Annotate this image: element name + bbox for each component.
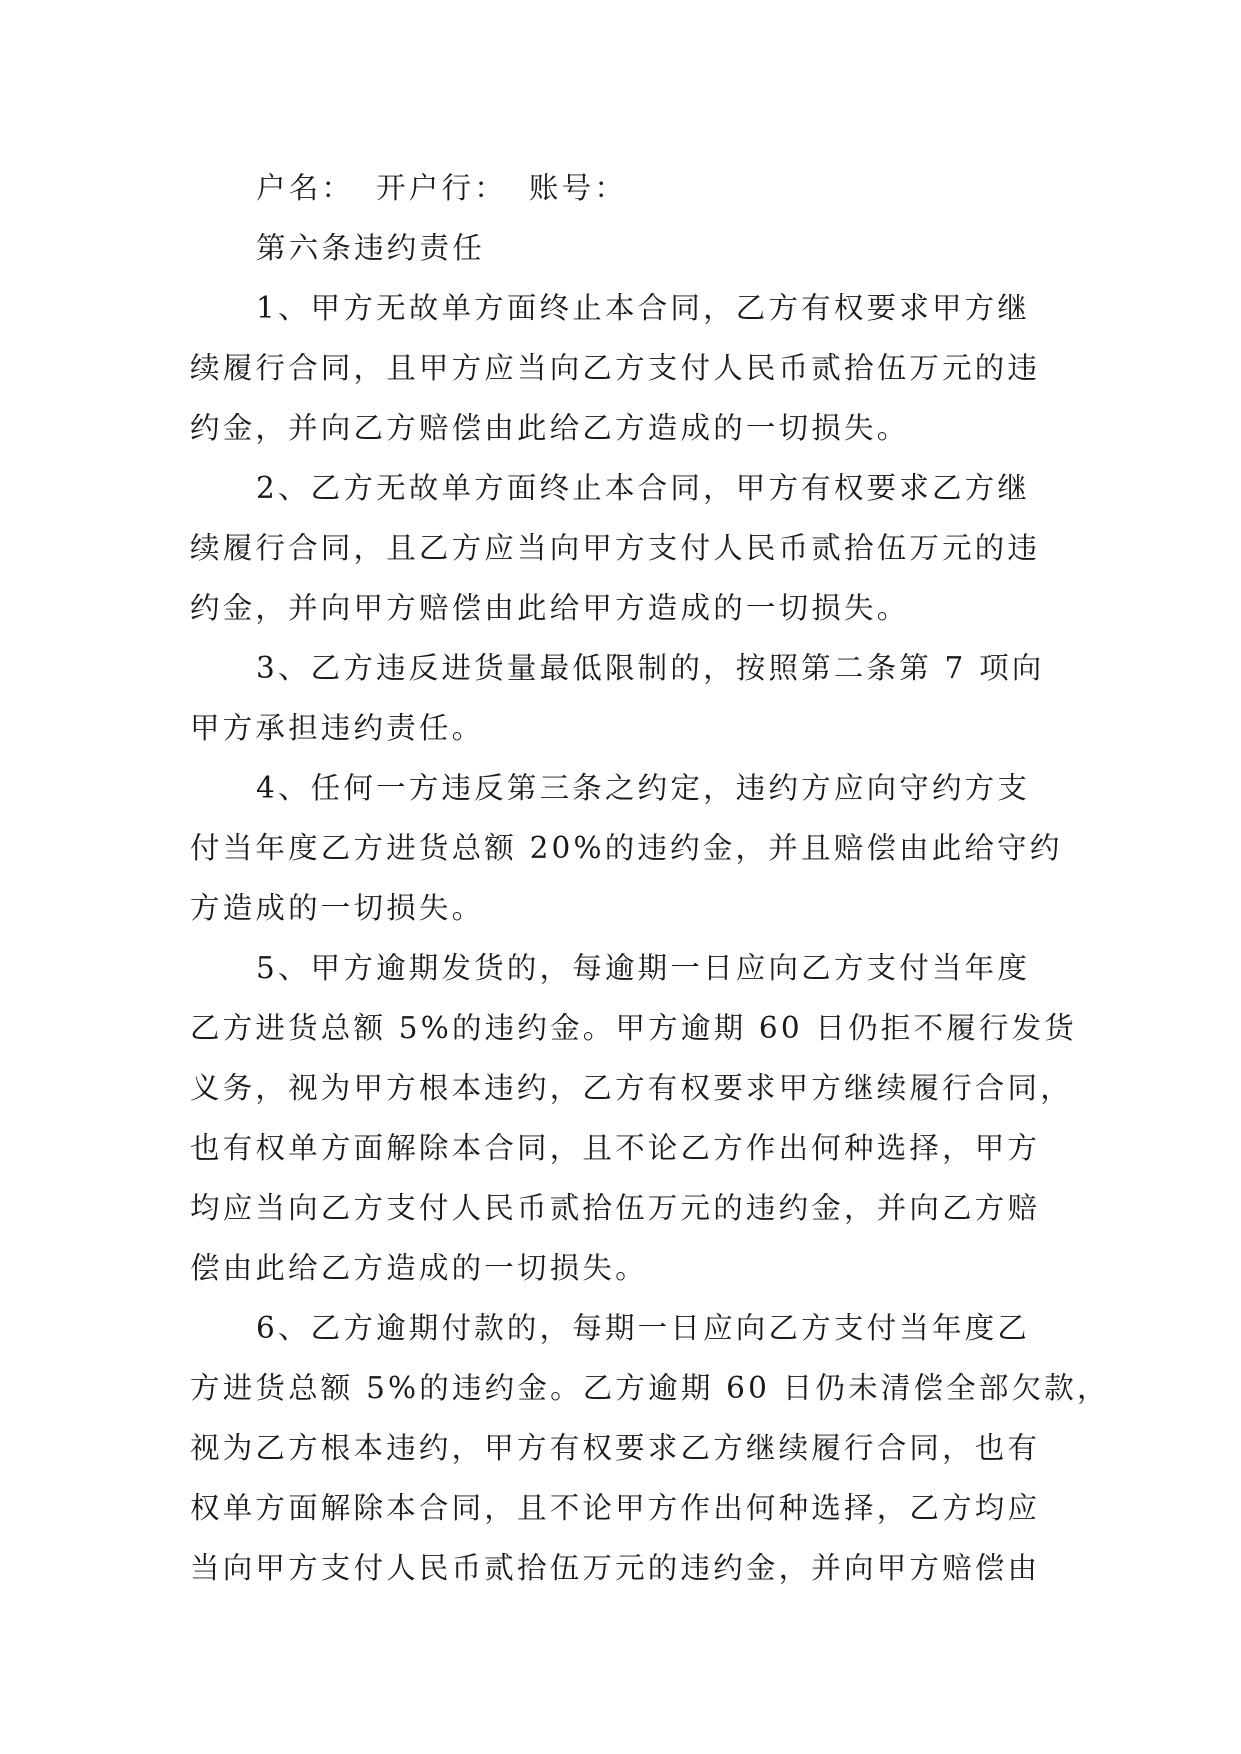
clause-line: 4、任何一方违反第三条之约定，违约方应向守约方支 — [256, 771, 1031, 805]
clause-line: 方进货总额 5%的违约金。乙方逾期 60 日仍未清偿全部欠款， — [190, 1371, 1110, 1405]
clause-line: 偿由此给乙方造成的一切损失。 — [190, 1251, 648, 1285]
clause-3 — [190, 638, 1052, 758]
clause-line: 当向甲方支付人民币贰拾伍万元的违约金，并向甲方赔偿由 — [190, 1551, 1041, 1585]
clause-line: 3、乙方违反进货量最低限制的，按照第二条第 7 项向 — [256, 651, 1045, 685]
clause-line: 均应当向乙方支付人民币贰拾伍万元的违约金，并向乙方赔 — [190, 1191, 1041, 1225]
clause-line: 乙方进货总额 5%的违约金。甲方逾期 60 日仍拒不履行发货 — [190, 1011, 1077, 1045]
document-page — [190, 158, 1110, 1598]
clause-1 — [190, 278, 1052, 458]
clause-2 — [190, 458, 1052, 638]
clause-line: 约金，并向乙方赔偿由此给乙方造成的一切损失。 — [190, 411, 910, 445]
clause-line: 续履行合同，且乙方应当向甲方支付人民币贰拾伍万元的违 — [190, 531, 1041, 565]
clause-line: 约金，并向甲方赔偿由此给甲方造成的一切损失。 — [190, 591, 910, 625]
clause-5 — [190, 938, 1077, 1298]
clause-line: 也有权单方面解除本合同，且不论乙方作出何种选择，甲方 — [190, 1131, 1041, 1165]
clause-line: 5、甲方逾期发货的，每逾期一日应向乙方支付当年度 — [256, 951, 1031, 985]
clause-line: 续履行合同，且甲方应当向乙方支付人民币贰拾伍万元的违 — [190, 351, 1041, 385]
clause-line: 权单方面解除本合同，且不论甲方作出何种选择，乙方均应 — [190, 1491, 1041, 1525]
clause-line: 方造成的一切损失。 — [190, 891, 485, 925]
clause-line: 视为乙方根本违约，甲方有权要求乙方继续履行合同，也有 — [190, 1431, 1041, 1465]
clause-6 — [190, 1298, 1110, 1598]
section-title: 第六条违约责任 — [256, 231, 485, 265]
clause-line: 义务，视为甲方根本违约，乙方有权要求甲方继续履行合同， — [190, 1071, 1073, 1105]
clause-4 — [190, 758, 1063, 938]
clause-line: 付当年度乙方进货总额 20%的违约金，并且赔偿由此给守约 — [190, 831, 1063, 865]
clause-line: 2、乙方无故单方面终止本合同，甲方有权要求乙方继 — [256, 471, 1031, 505]
bank-label: 开户行： — [376, 171, 507, 205]
account-number-label: 账号： — [528, 171, 628, 205]
clause-line: 6、乙方逾期付款的，每期一日应向乙方支付当年度乙 — [256, 1311, 1031, 1345]
clause-line: 甲方承担违约责任。 — [190, 711, 485, 745]
account-name-label: 户名： — [256, 171, 355, 205]
clause-line: 1、甲方无故单方面终止本合同，乙方有权要求甲方继 — [256, 291, 1031, 325]
bank-info-row — [190, 158, 1052, 218]
